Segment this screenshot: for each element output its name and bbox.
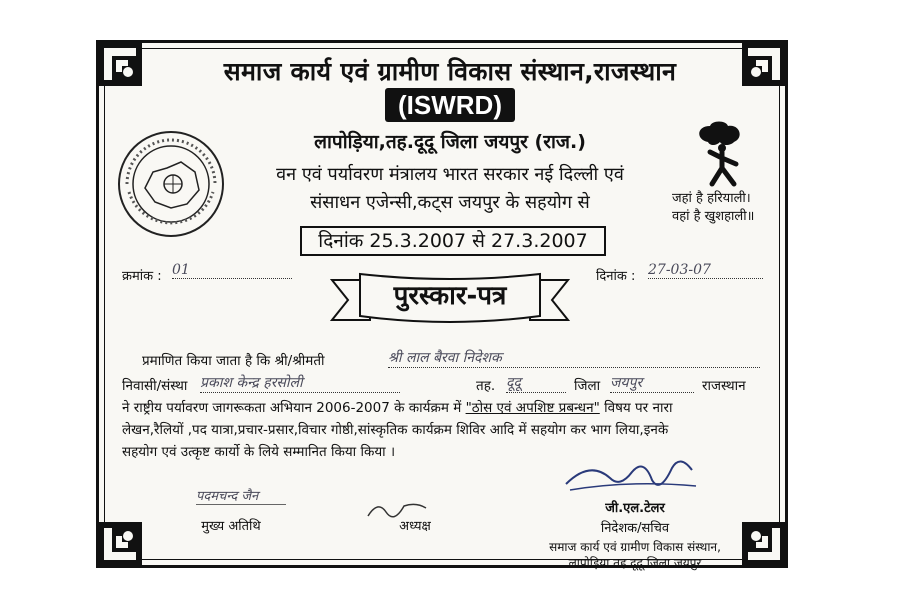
org-abbreviation: (ISWRD) bbox=[385, 88, 515, 122]
chief-guest-label: मुख्य अतिथि bbox=[201, 519, 261, 534]
director-signature bbox=[560, 450, 700, 496]
state-name: राजस्थान bbox=[702, 378, 746, 394]
chief-guest-sign-line bbox=[196, 504, 286, 505]
tagline-line-2: वहां है खुशहाली॥ bbox=[672, 209, 755, 224]
sentence-line-1-end: विषय पर नारा bbox=[604, 400, 673, 416]
sentence-line-1 bbox=[122, 398, 772, 416]
director-address: लापोड़िया तह.दूदू जिला जयपुर bbox=[568, 556, 702, 570]
certified-prefix: प्रमाणित किया जाता है कि श्री/श्रीमती bbox=[142, 353, 325, 369]
sentence-line-1-start: ने राष्ट्रीय पर्यावरण जागरूकता अभियान 2006-2007 के कार्यक्रम में bbox=[122, 400, 462, 416]
org-address: लापोड़िया,तह.दूदू जिला जयपुर (राज.) bbox=[314, 131, 586, 153]
sponsor-line-1: वन एवं पर्यावरण मंत्रालय भारत सरकार नई दिल्ली एवं bbox=[276, 164, 624, 185]
president-label: अध्यक्ष bbox=[399, 519, 431, 534]
residence-value: प्रकाश केन्द्र हरसोली bbox=[200, 373, 400, 393]
tehsil-label: तह. bbox=[476, 378, 496, 394]
director-title: निदेशक/सचिव bbox=[600, 521, 670, 536]
event-dates: दिनांक 25.3.2007 से 27.3.2007 bbox=[300, 226, 606, 256]
director-organization: समाज कार्य एवं ग्रामीण विकास संस्थान, bbox=[549, 540, 721, 554]
sentence-line-3: सहयोग एवं उत्कृष्ट कार्यो के लिये सम्मानित किया किया । bbox=[122, 444, 396, 460]
director-name: जी.एल.टेलर bbox=[605, 501, 665, 516]
residence-label: निवासी/संस्था bbox=[122, 378, 188, 394]
tagline-line-1: जहां है हरियाली। bbox=[672, 191, 751, 206]
date-value: 27-03-07 bbox=[648, 262, 763, 279]
sponsor-line-2: संसाधन एजेन्सी,कट्स जयपुर के सहयोग से bbox=[310, 192, 590, 213]
org-title: समाज कार्य एवं ग्रामीण विकास संस्थान,राजस्थान bbox=[223, 57, 677, 86]
tree-person-logo-icon bbox=[686, 118, 758, 190]
sentence-line-2: लेखन,रैलियों ,पद यात्रा,प्रचार-प्रसार,विचार गोष्ठी,सांस्कृतिक कार्यक्रम शिविर आदि में सहयोग कर भाग लिया,इनके bbox=[122, 422, 669, 438]
district-value: जयपुर bbox=[610, 373, 694, 393]
chief-guest-handwritten-signature: पदमचन्द जैन bbox=[196, 489, 259, 504]
organization-seal-icon bbox=[115, 128, 227, 240]
serial-value: 01 bbox=[172, 262, 292, 279]
certificate-title: पुरस्कार-पत्र bbox=[393, 281, 507, 311]
tehsil-value: दूदू bbox=[506, 373, 566, 393]
program-topic: "ठोस एवं अपशिष्ट प्रबन्धन" bbox=[465, 400, 600, 416]
corner-ornament-bottom-left bbox=[98, 522, 142, 566]
district-label: जिला bbox=[574, 378, 601, 394]
recipient-name: श्री लाल बैरवा निदेशक bbox=[388, 348, 760, 368]
date-label: दिनांक : bbox=[596, 269, 636, 284]
serial-label: क्रमांक : bbox=[122, 269, 162, 284]
